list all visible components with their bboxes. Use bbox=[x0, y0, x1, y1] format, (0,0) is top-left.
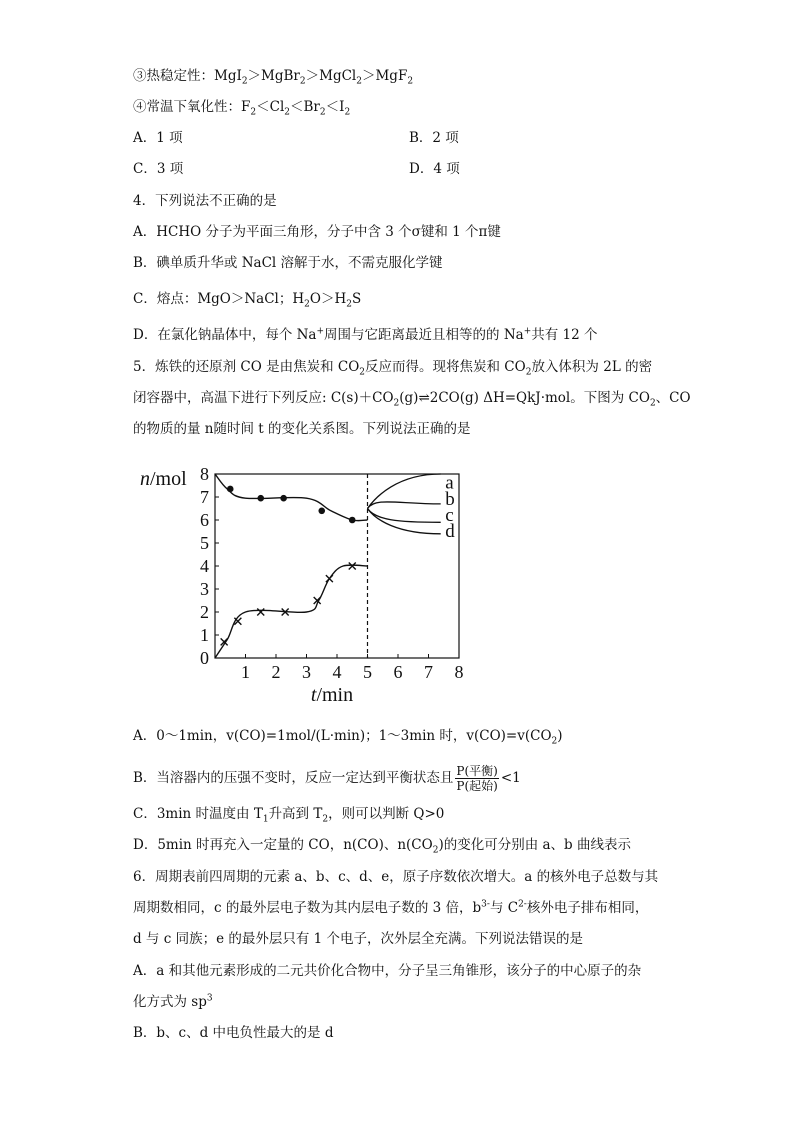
series-marker-cross bbox=[349, 563, 356, 570]
origin-label: 0 bbox=[200, 648, 209, 668]
q5-option-c: C．3min 时温度由 $T_1$升高到 $T_2$，则可以判断 Q>0 bbox=[133, 806, 445, 825]
q4-option-b: B．碘单质升华或 NaCl 溶解于水，不需克服化学键 bbox=[133, 255, 443, 271]
curve-label-d: d bbox=[445, 521, 455, 543]
q3-option-a: A．1 项 bbox=[133, 130, 183, 146]
statement-3: ③热稳定性：MgI$_2$＞MgBr$_2$＞MgCl$_2$＞MgF$_2$ bbox=[133, 68, 414, 87]
q5-option-b: B．当溶器内的压强不变时，反应一定达到平衡状态且 $\frac{\text{P(平衡)}}{\text{P(起始)}}$ <1 bbox=[133, 764, 521, 793]
question-4-stem: 4．下列说法不正确的是 bbox=[133, 193, 277, 209]
q3-option-d: D．4 项 bbox=[409, 161, 460, 177]
y-tick-label: 5 bbox=[200, 533, 209, 553]
series-marker-dot bbox=[318, 508, 325, 515]
x-tick-label: 2 bbox=[271, 662, 281, 682]
n-vs-t-chart bbox=[130, 455, 480, 705]
curve-label-b: b bbox=[445, 488, 455, 510]
q6-option-a-line-2: 化方式为 $sp^3$ bbox=[133, 993, 213, 1010]
q5-option-d: D．5min 时再充入一定量的 CO，n(CO)、$n(CO_2)$的变化可分别由 a、b 曲线表示 bbox=[133, 837, 631, 856]
x-axis-label: t/min bbox=[310, 684, 354, 705]
question-6-line-3: d 与 c 同族；e 的最外层只有 1 个电子，次外层全充满。下列说法错误的是 bbox=[133, 931, 584, 947]
series-marker-cross bbox=[257, 609, 264, 616]
x-tick-label: 8 bbox=[454, 662, 464, 682]
x-tick-label: 7 bbox=[424, 662, 433, 682]
y-tick-label: 8 bbox=[200, 464, 209, 484]
y-tick-label: 7 bbox=[200, 487, 209, 507]
q6-option-a-line-1: A．a 和其他元素形成的二元共价化合物中，分子呈三角锥形，该分子的中心原子的杂 bbox=[133, 963, 642, 979]
x-tick-label: 4 bbox=[332, 662, 342, 682]
series-marker-dot bbox=[227, 486, 234, 493]
statement-4: ④常温下氧化性：$F_2<Cl_2<Br_2<I_2$ bbox=[133, 99, 351, 118]
q5-option-a: A．0～1min，v(CO)=1mol/(L·min)；1～3min 时，$v(CO)=v(CO_2)$ bbox=[133, 728, 563, 747]
x-tick-label: 1 bbox=[241, 662, 250, 682]
series-marker-dot bbox=[280, 495, 287, 502]
q4-option-a: A．HCHO 分子为平面三角形，分子中含 3 个σ键和 1 个π键 bbox=[133, 224, 501, 240]
question-5-line-3: 的物质的量 n随时间 t 的变化关系图。下列说法正确的是 bbox=[133, 421, 471, 437]
y-tick-label: 1 bbox=[200, 625, 209, 645]
q4-option-c: C．熔点：MgO＞NaCl；$H_2O>H_2S$ bbox=[133, 291, 362, 310]
series-line-co bbox=[215, 565, 368, 658]
x-tick-label: 5 bbox=[363, 662, 372, 682]
y-tick-label: 3 bbox=[200, 579, 209, 599]
q3-option-b: B．2 项 bbox=[409, 130, 459, 146]
series-marker-dot bbox=[257, 495, 264, 502]
curve-b bbox=[368, 502, 441, 509]
plot-frame bbox=[215, 474, 459, 658]
question-5-line-2: 闭容器中，高温下进行下列反应: $C(s)+CO_2(g)\rightleftharpoons 2CO(g)$ ΔH=QkJ·mol。下图为 $CO_2$、CO bbox=[133, 390, 691, 409]
series-line-co2 bbox=[215, 474, 368, 521]
curve-label-c: c bbox=[445, 504, 454, 526]
curve-label-a: a bbox=[445, 472, 454, 494]
q3-option-c: C．3 项 bbox=[133, 161, 184, 177]
q4-option-d: D．在氯化钠晶体中，每个 Na+周围与它距离最近且相等的的 Na+共有 12 个 bbox=[133, 326, 598, 343]
y-tick-label: 6 bbox=[200, 510, 209, 530]
series-marker-cross bbox=[326, 575, 333, 582]
x-tick-label: 3 bbox=[302, 662, 311, 682]
y-axis-label: n/mol bbox=[140, 468, 187, 490]
curve-c bbox=[368, 509, 441, 523]
x-tick-label: 6 bbox=[393, 662, 403, 682]
pressure-ratio-fraction: $\frac{\text{P(平衡)}}{\text{P(起始)}}$ bbox=[456, 764, 498, 793]
question-6-line-2: 周期数相同，c 的最外层电子数为其内层电子数的 3 倍，$b^{3-}$与 $C^{2-}$核外电子排布相同， bbox=[133, 899, 649, 916]
question-5-line-1: 5．炼铁的还原剂 CO 是由焦炭和 $CO_2$反应而得。现将焦炭和 $CO_2$放入体积为 2L 的密 bbox=[133, 359, 653, 378]
q6-option-b: B．b、c、d 中电负性最大的是 d bbox=[133, 1025, 334, 1041]
series-marker-dot bbox=[349, 517, 356, 524]
y-tick-label: 2 bbox=[200, 602, 209, 622]
question-6-line-1: 6．周期表前四周期的元素 a、b、c、d、e，原子序数依次增大。a 的核外电子总数与其 bbox=[133, 869, 659, 885]
y-tick-label: 4 bbox=[200, 556, 209, 576]
